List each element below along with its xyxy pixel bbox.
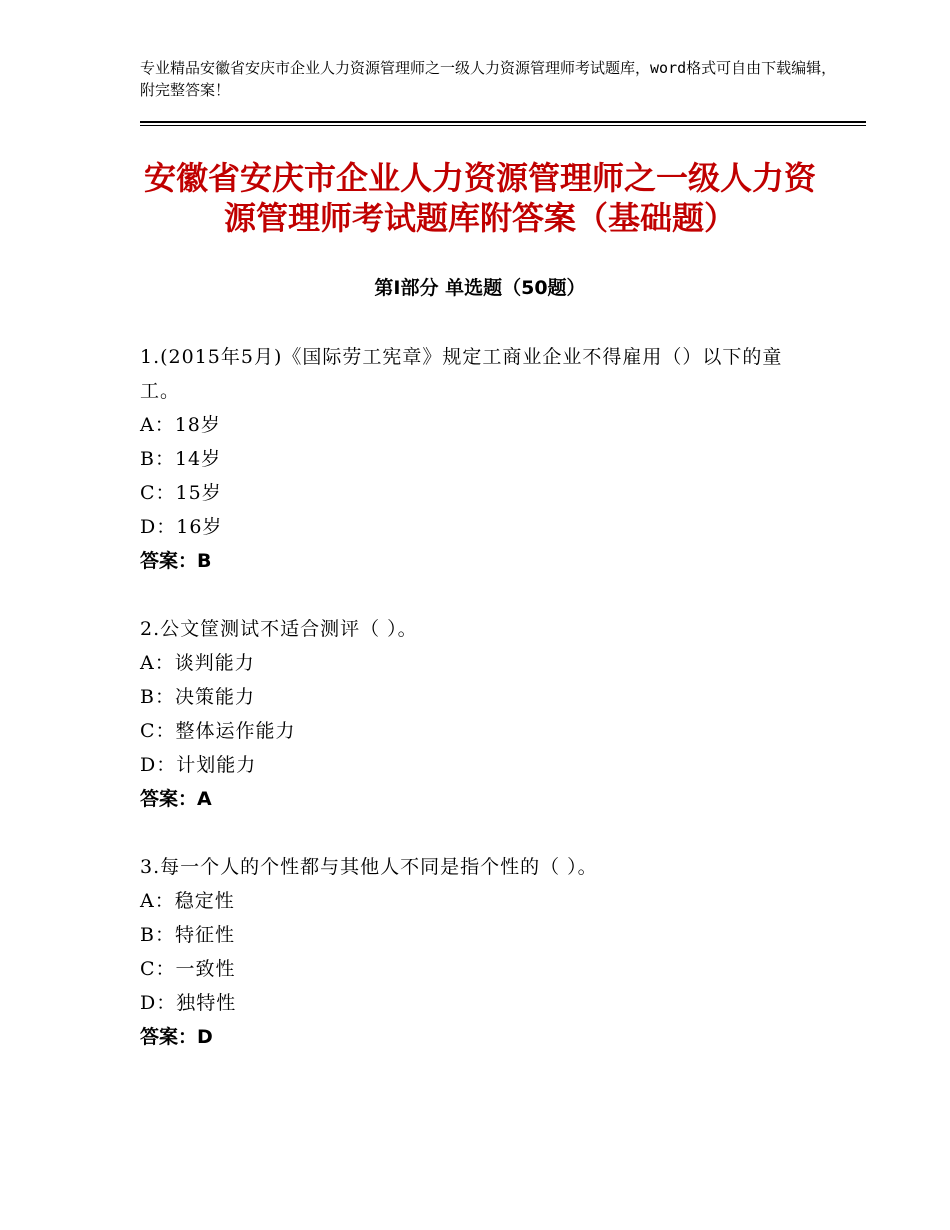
answer: 答案：A	[140, 788, 212, 810]
option-a: A：18岁	[140, 414, 221, 436]
answer: 答案：B	[140, 550, 212, 572]
option-a: A：稳定性	[140, 890, 235, 912]
option-b: B：决策能力	[140, 686, 255, 708]
option-d: D：独特性	[140, 992, 237, 1014]
question-stem: 2.公文筐测试不适合测评（ ）。	[140, 618, 418, 640]
header-divider-thick	[140, 121, 866, 123]
option-d: D：16岁	[140, 516, 223, 538]
document-title: 安徽省安庆市企业人力资源管理师之一级人力资源管理师考试题库附答案（基础题）	[143, 159, 816, 237]
option-c: C：整体运作能力	[140, 720, 296, 742]
header-divider-thin	[140, 125, 866, 126]
header-note: 专业精品安徽省安庆市企业人力资源管理师之一级人力资源管理师考试题库，word格式可自由下载编辑，附完整答案！	[140, 59, 837, 99]
question-stem: 1.(2015年5月)《国际劳工宪章》规定工商业企业不得雇用（）以下的童工。	[140, 346, 783, 402]
question-stem: 3.每一个人的个性都与其他人不同是指个性的（ ）。	[140, 856, 598, 878]
option-c: C：一致性	[140, 958, 236, 980]
option-b: B：特征性	[140, 924, 235, 946]
option-b: B：14岁	[140, 448, 222, 470]
question-1	[140, 340, 820, 578]
answer: 答案：D	[140, 1026, 213, 1048]
option-a: A：谈判能力	[140, 652, 255, 674]
question-2	[140, 612, 820, 816]
question-list	[140, 340, 820, 1088]
option-c: C：15岁	[140, 482, 222, 504]
section-title: 第Ⅰ部分 单选题（50题）	[374, 277, 586, 299]
question-3	[140, 850, 820, 1054]
option-d: D：计划能力	[140, 754, 257, 776]
